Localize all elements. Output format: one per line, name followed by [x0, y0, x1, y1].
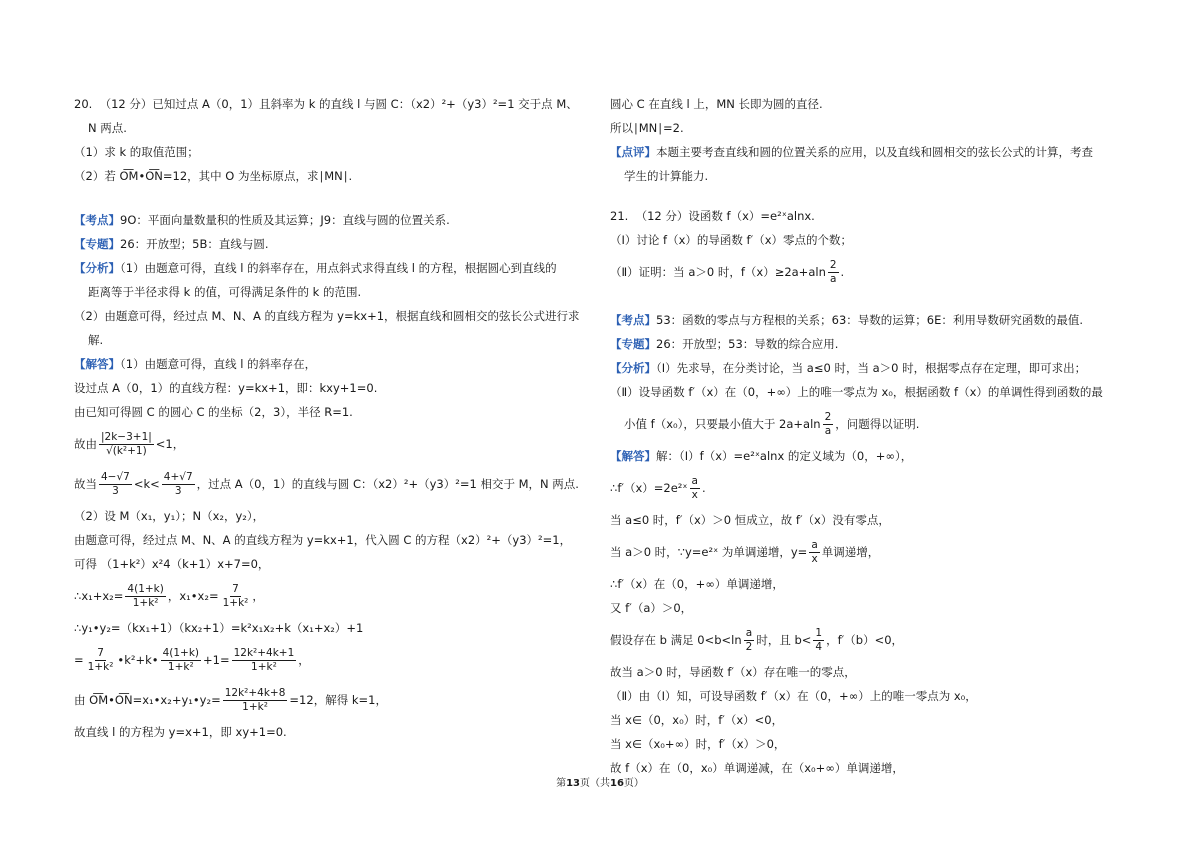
q20-heading: 20. （12 分）已知过点 A（0，1）且斜率为 k 的直线 l 与圆 C：（x⁢2）²+（y⁢3）²=1 交于点 M、 [74, 97, 578, 111]
fraction-numerator: a [691, 474, 698, 487]
kaodian-line [74, 208, 594, 232]
jieda-text-1: （1）由题意可得，直线 l 的斜率存在， [120, 357, 317, 371]
fraction-denominator: 3 [112, 484, 119, 497]
fraction [161, 647, 201, 674]
kaodian-line [610, 308, 1130, 332]
fraction-denominator: x [691, 488, 698, 501]
fraction [223, 687, 288, 714]
yy-line: ∴y₁•y₂=（kx₁+1）（kx₂+1）=k²x₁x₂+k（x₁+x₂）+1 [74, 621, 364, 635]
left-last-line: 故直线 l 的方程为 y=x+1，即 x⁢y+1=0. [74, 725, 287, 739]
fraction-denominator: 1+k² [87, 660, 114, 673]
formula-text: = [74, 653, 84, 667]
fraction [99, 431, 154, 458]
formula-text: ，f′（b）<0， [826, 633, 904, 647]
jieda-text-3: 由已知可得圆 C 的圆心 C 的坐标（2，3），半径 R=1. [74, 405, 353, 419]
fraction-numerator: 2 [829, 258, 837, 271]
formula-text: ， [252, 589, 264, 603]
part2-line-3: 可得 （1+k²）x²⁢4（k+1）x+7=0， [74, 557, 270, 571]
jieda-line [610, 444, 1130, 468]
page-footer [0, 774, 1200, 789]
zhuanti-tag: 【专题】 [74, 237, 120, 251]
formula-text: <k< [133, 477, 160, 491]
q20-part2: （2）若 O͞M•O͞N=12，其中 O 为坐标原点，求∣MN∣. [74, 169, 353, 183]
fenxi-text-2: （Ⅱ）设导函数 f′（x）在（0，+∞）上的唯一零点为 x₀，根据函数 f（x）的单调性得到函数的最 [610, 385, 1103, 399]
fraction-denominator: 1+k² [167, 660, 194, 673]
formula-text: ，问题得以证明. [835, 417, 920, 431]
fraction-denominator: 3 [174, 484, 182, 497]
right-column [610, 92, 1130, 780]
formula-text: 时，且 b< [756, 633, 812, 647]
formula-text: ，x₁•x₂= [167, 589, 219, 603]
formula-distance [74, 424, 594, 464]
dianping-line [610, 140, 1130, 164]
fraction [221, 583, 251, 610]
kaodian-text: 9O：平面向量数量积的性质及其运算；J9：直线与圆的位置关系. [120, 213, 450, 227]
fenxi-text-4: 解. [88, 333, 104, 347]
jieda-line [74, 352, 594, 376]
fraction-numerator: 1 [815, 626, 823, 639]
right-increasing: ∴f′（x）在（0，+∞）单调递增， [610, 577, 784, 591]
q20-heading-cont: N 两点. [88, 121, 127, 135]
formula-text: ，过点 A（0，1）的直线与圆 C：（x⁢2）²+（y⁢3）²=1 相交于 M，N 两点. [196, 477, 579, 491]
formula-dot-product [74, 680, 594, 720]
page-total: 16 [610, 778, 624, 789]
formula-text: . [840, 265, 845, 279]
right-negative: 当 x∈（0，x₀）时，f′（x）<0， [610, 713, 784, 727]
zhuanti-text: 26：开放型；53：导数的综合应用. [656, 337, 839, 351]
fraction-numerator: a [811, 538, 818, 551]
fraction [823, 411, 834, 438]
fraction [232, 647, 297, 674]
fraction-denominator: 4 [815, 640, 823, 653]
formula-text: ∴f′（x）=2e²ˣ⁢ [610, 481, 688, 495]
kaodian-tag: 【考点】 [610, 313, 656, 327]
formula-text: 单调递增， [821, 545, 880, 559]
zhuanti-line [610, 332, 1130, 356]
formula-derivative [610, 468, 1130, 508]
formula-text: +1= [203, 653, 230, 667]
formula-text: •k²+k• [117, 653, 159, 667]
fenxi-line [610, 356, 1130, 380]
dianping-text-2: 学生的计算能力. [624, 169, 709, 183]
fraction-numerator: 4(1+k) [162, 646, 199, 659]
right-monotonic: 故 f（x）在（0，x₀）单调递减，在（x₀+∞）单调递增， [610, 761, 904, 775]
right-line-2: 所以∣MN∣=2. [610, 121, 684, 135]
fraction-numerator: |2k−3+1| [101, 430, 152, 443]
fenxi-line [74, 256, 594, 280]
jieda-text-2: 设过点 A（0，1）的直线方程：y=kx+1，即：kx⁢y+1=0. [74, 381, 378, 395]
fraction [828, 259, 839, 286]
fenxi-text-1: （1）由题意可得，直线 l 的斜率存在，用点斜式求得直线 l 的方程，根据圆心到直线的 [120, 261, 557, 275]
fenxi-text-3 [610, 404, 1130, 444]
fraction [162, 471, 195, 498]
formula-b-exists [610, 620, 1130, 660]
fraction-numerator: 4−√7 [101, 470, 130, 483]
formula-k-range [74, 464, 594, 504]
fraction-numerator: 4+√7 [163, 470, 193, 483]
fraction-denominator: 1+k² [132, 596, 159, 609]
fraction-numerator: a [745, 626, 753, 639]
formula-yy-value [74, 640, 594, 680]
q21-part2 [610, 252, 1130, 292]
left-column [74, 92, 594, 744]
page-number: 13 [566, 778, 580, 789]
right-part2: （Ⅱ）由（Ⅰ）知，可设导函数 f′（x）在（0，+∞）上的唯一零点为 x₀， [610, 689, 977, 703]
dianping-text-1: 本题主要考查直线和圆的位置关系的应用，以及直线和圆相交的弦长公式的计算，考查 [656, 145, 1093, 159]
zhuanti-tag: 【专题】 [610, 337, 656, 351]
part2-line-1: （2）设 M（x₁，y₁）；N（x₂，y₂）， [74, 509, 265, 523]
formula-text: 小值 f（x₀），只要最小值大于 2a+aln [624, 417, 821, 431]
formula-text: . [701, 481, 706, 495]
fenxi-tag: 【分析】 [610, 361, 656, 375]
formula-text: 由 O͞M•O͞N=x₁•x₂+y₁•y₂= [74, 693, 221, 707]
fraction-numerator: 12k²+4k+1 [233, 646, 295, 659]
footer-text: 页（共 [580, 778, 610, 789]
formula-text: （Ⅱ）证明：当 a＞0 时，f（x）≥2a+aln [610, 265, 826, 279]
jieda-text-1: 解：（Ⅰ）f（x）=e²ˣ⁢alnx 的定义域为（0，+∞）， [656, 449, 913, 463]
formula-text: 故当 [74, 477, 97, 491]
fraction-numerator: 4(1+k) [127, 582, 164, 595]
fraction-numerator: 12k²+4k+8 [224, 686, 286, 699]
fraction [125, 583, 165, 610]
case-a-nonpositive: 当 a≤0 时，f′（x）＞0 恒成立，故 f′（x）没有零点， [610, 513, 890, 527]
part2-line-2: 由题意可得，经过点 M、N、A 的直线方程为 y=kx+1，代入圆 C 的方程（x⁢2）²+（y⁢3）²=1， [74, 533, 572, 547]
fraction-denominator: 2 [745, 640, 753, 653]
formula-text: ∴x₁+x₂= [74, 589, 124, 603]
fraction-denominator: √(k²+1) [106, 444, 147, 457]
q21-heading: 21. （12 分）设函数 f（x）=e²ˣ⁢alnx. [610, 209, 815, 223]
fraction-numerator: 2 [824, 410, 832, 423]
formula-text: =12，解得 k=1， [289, 693, 387, 707]
fenxi-text-2: 距离等于半径求得 k 的值，可得满足条件的 k 的范围. [88, 285, 362, 299]
fraction [744, 627, 755, 654]
fraction-denominator: x [811, 552, 818, 565]
q21-part1: （Ⅰ）讨论 f（x）的导函数 f′（x）零点的个数； [610, 233, 853, 247]
formula-text: 故由 [74, 437, 97, 451]
fenxi-text-3: （2）由题意可得，经过点 M、N、A 的直线方程为 y=kx+1，根据直线和圆相交的弦长公式进行求 [74, 309, 580, 323]
formula-text: 假设存在 b 满足 0<b<ln [610, 633, 742, 647]
formula-text: 当 a＞0 时，∵y=e²ˣ 为单调递增，y=⁢ [610, 545, 808, 559]
right-positive: 当 x∈（x₀+∞）时，f′（x）＞0， [610, 737, 786, 751]
fraction-denominator: 1+k² [251, 660, 277, 673]
right-line-1: 圆心 C 在直线 l 上，MN 长即为圆的直径. [610, 97, 823, 111]
fraction-denominator: 1+k² [222, 596, 249, 609]
fraction [86, 647, 116, 674]
fraction-numerator: 7 [232, 582, 239, 595]
right-unique-zero: 故当 a＞0 时，导函数 f′（x）存在唯一的零点， [610, 665, 856, 679]
footer-text: 页） [623, 778, 644, 789]
footer-text: 第 [556, 778, 567, 789]
q20-part1: （1）求 k 的取值范围； [74, 145, 199, 159]
fraction [809, 539, 819, 566]
dianping-tag: 【点评】 [610, 145, 656, 159]
fraction-denominator: 1+k² [242, 700, 268, 713]
jieda-tag: 【解答】 [74, 357, 120, 371]
fraction-denominator: a [824, 424, 832, 437]
fraction [99, 471, 132, 498]
fraction [690, 475, 700, 502]
fenxi-tag: 【分析】 [74, 261, 120, 275]
formula-text: <1， [155, 437, 185, 451]
formula-vieta [74, 576, 594, 616]
fraction [813, 627, 824, 654]
formula-text: ， [298, 653, 310, 667]
case-a-positive [610, 532, 1130, 572]
fraction-numerator: 7 [97, 646, 104, 659]
zhuanti-line [74, 232, 594, 256]
fraction-denominator: a [829, 272, 837, 285]
kaodian-text: 53：函数的零点与方程根的关系；63：导数的运算；6E：利用导数研究函数的最值. [656, 313, 1084, 327]
kaodian-tag: 【考点】 [74, 213, 120, 227]
right-fa: 又 f′（a）＞0， [610, 601, 693, 615]
fenxi-text-1: （Ⅰ）先求导，在分类讨论，当 a≤0 时，当 a＞0 时，根据零点存在定理，即可求出； [656, 361, 1087, 375]
zhuanti-text: 26：开放型；5B：直线与圆. [120, 237, 269, 251]
jieda-tag: 【解答】 [610, 449, 656, 463]
